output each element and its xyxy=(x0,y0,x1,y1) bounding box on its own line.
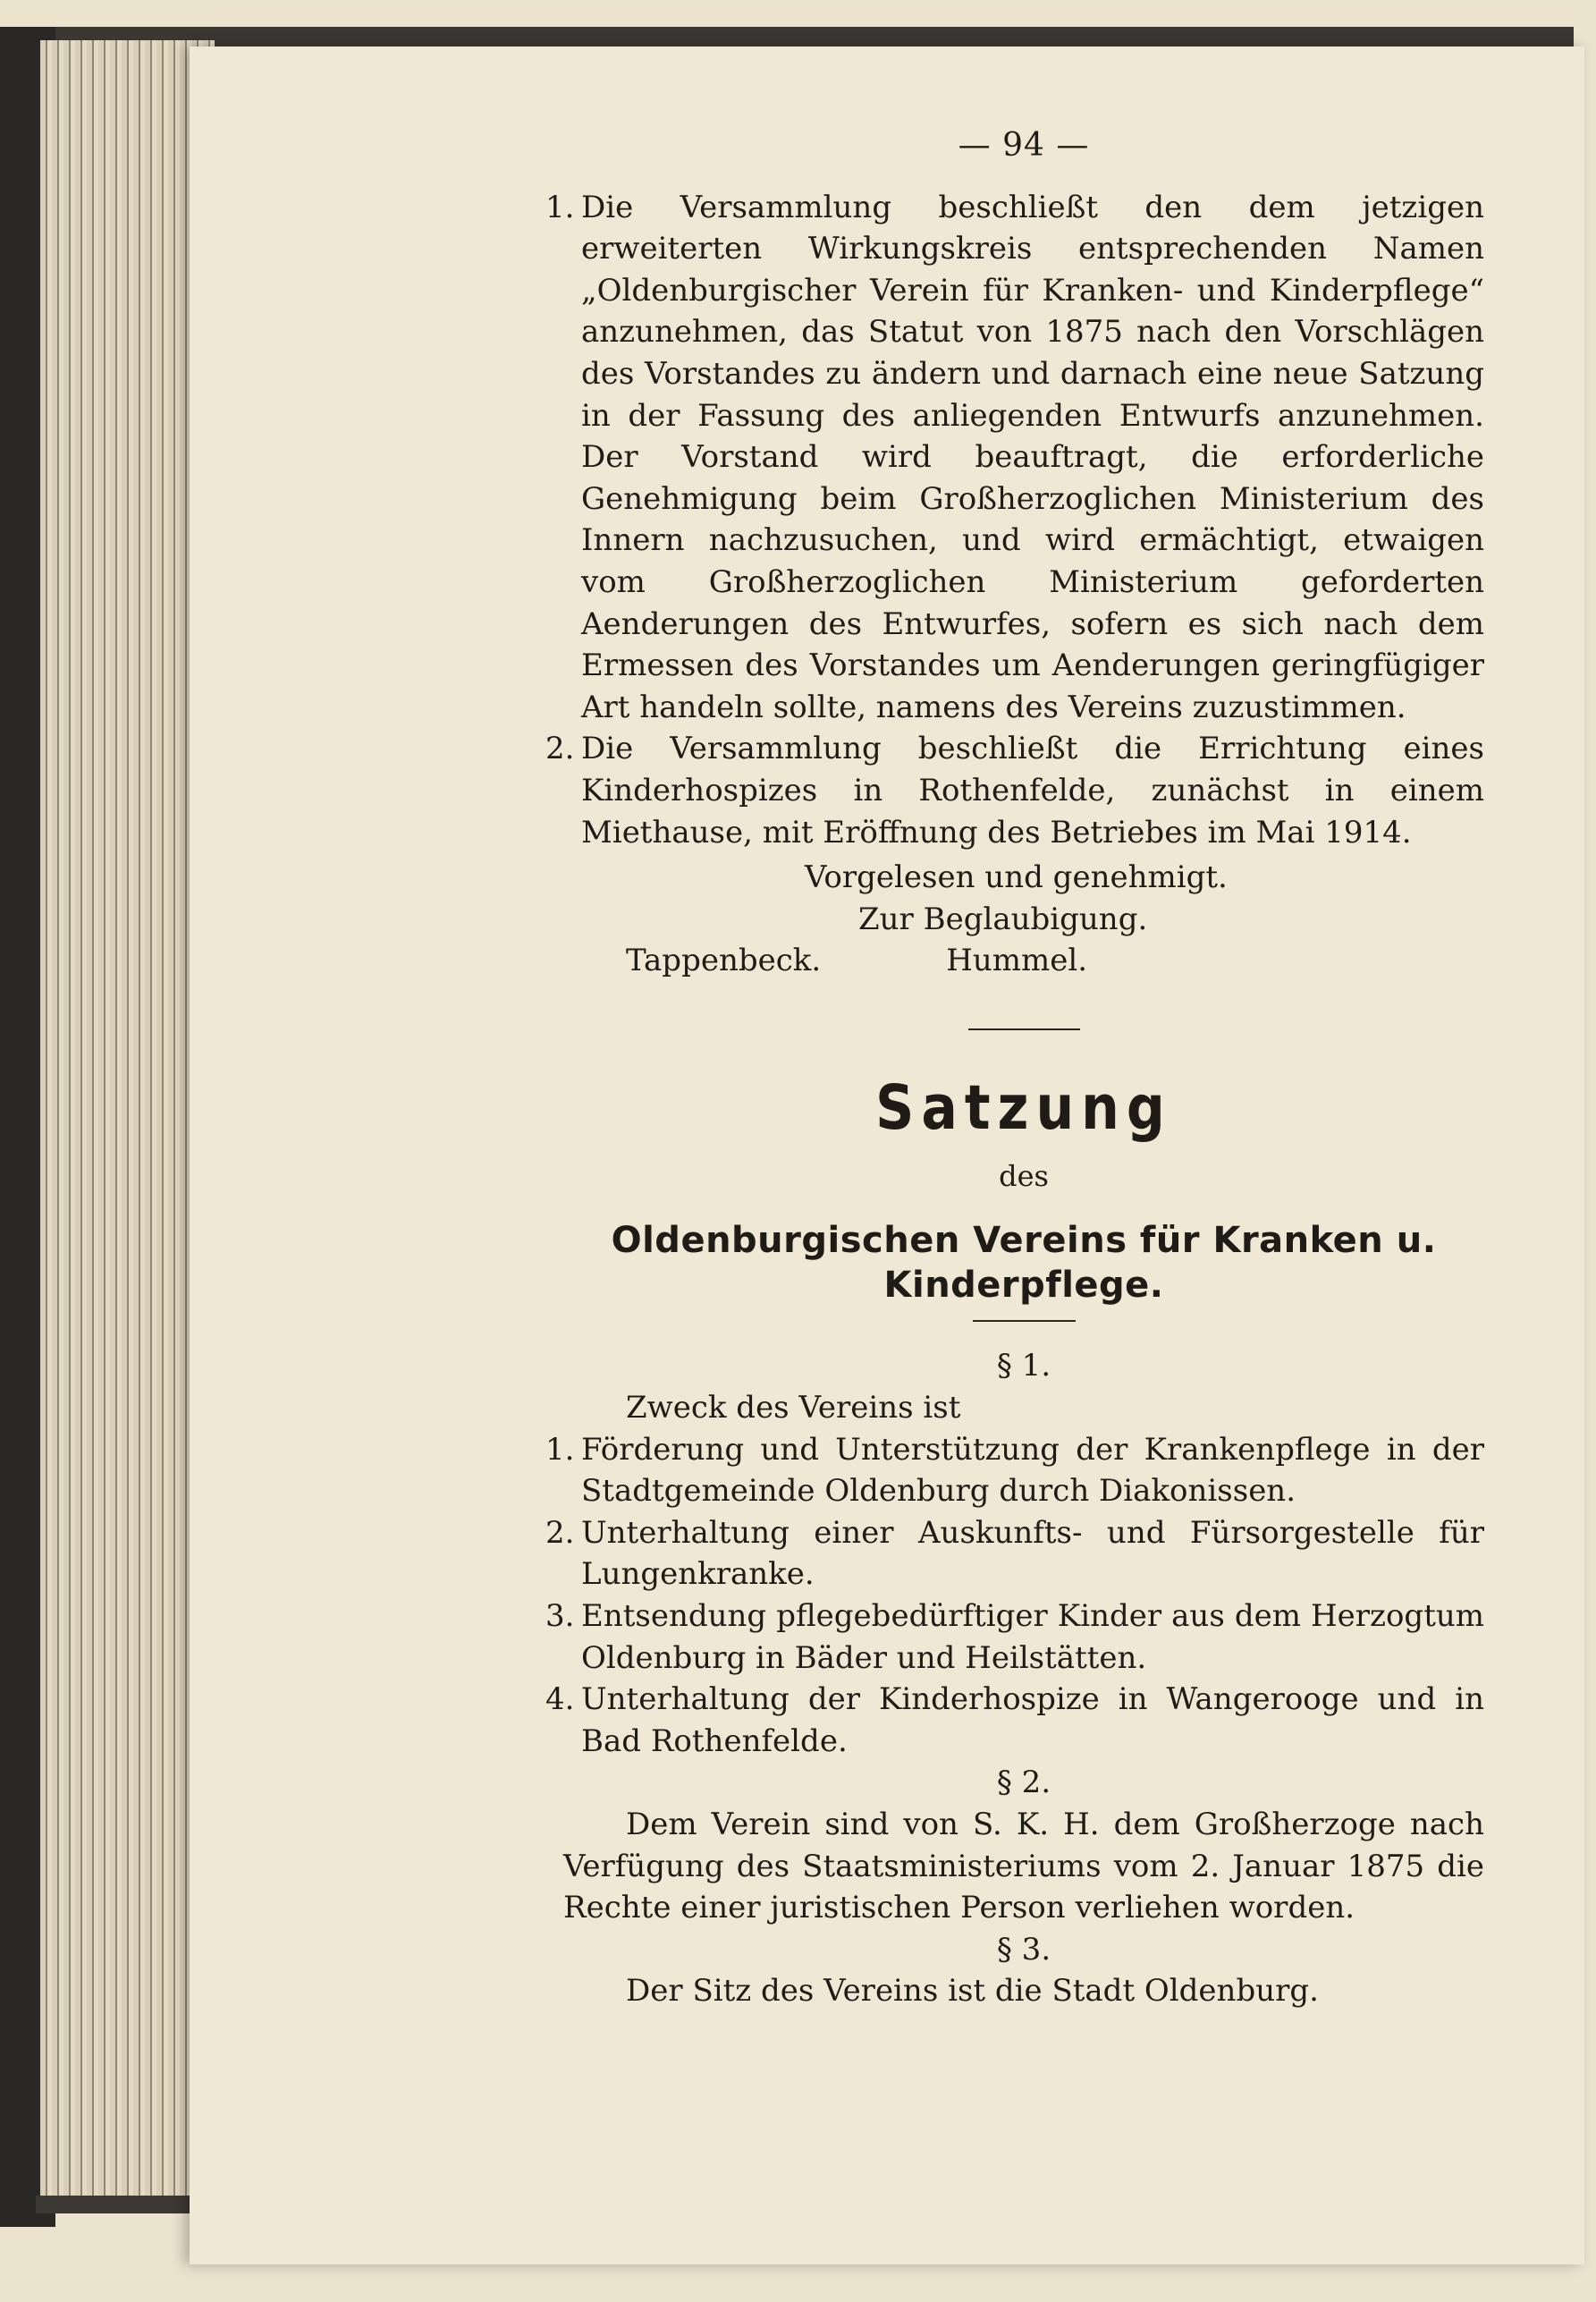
statute-title: Satzung xyxy=(875,1071,1172,1145)
section-3-text: Der Sitz des Vereins ist die Stadt Oldenburg. xyxy=(626,1973,1319,2010)
section-1-intro: Zweck des Vereins ist xyxy=(626,1390,961,1426)
item-number: 4. xyxy=(545,1681,575,1718)
resolution-item xyxy=(545,728,1484,853)
item-text: Förderung und Unterstützung der Krankenpflege in der Stadtgemeinde Oldenburg durch Diakonissen. xyxy=(581,1431,1484,1510)
section-2-text: Dem Verein sind von S. K. H. dem Großherzoge nach Verfügung des Staatsministeriums vom 2. Januar 1875 die Rechte einer juristischen Person verliehen worden. xyxy=(563,1807,1484,1926)
list-item xyxy=(545,1595,1484,1679)
book-cover-top-edge xyxy=(36,27,1574,47)
text-block xyxy=(545,125,1484,2012)
page-number: — 94 — xyxy=(958,127,1090,164)
divider xyxy=(973,1320,1076,1322)
attestation-line: Zur Beglaubigung. xyxy=(858,901,1148,937)
signer-tappenbeck: Tappenbeck. xyxy=(626,943,822,979)
statute-des: des xyxy=(999,1158,1049,1193)
section-heading-1: § 1. xyxy=(996,1348,1051,1384)
purpose-list xyxy=(545,1429,1484,1763)
item-text: Unterhaltung einer Auskunfts- und Fürsorgestelle für Lungenkranke. xyxy=(581,1514,1484,1593)
item-text: Die Versammlung beschließt die Errichtung eines Kinderhospizes in Rothenfelde, zunächst in einem Miethause, mit Eröffnung des Betriebes im Mai 1914. xyxy=(581,731,1484,851)
list-item xyxy=(545,1429,1484,1512)
list-item xyxy=(545,1512,1484,1595)
list-item xyxy=(545,1679,1484,1762)
item-text: Die Versammlung beschließt den dem jetzigen erweiterten Wirkungskreis entsprechenden Namen „Oldenburgischer Verein für Kranken- und Kinderpflege“ anzunehmen, das Statut von 1875 nach den Vorschlägen des Vorstandes zu ändern und darnach eine neue Satzung in der Fassung des anliegenden Entwurfs anzunehmen. Der Vorstand wird beauftragt, die erforderliche Genehmigung beim Großherzoglichen Ministerium des Innern nachzusuchen, und wird ermächtigt, etwaigen vom Großherzoglichen Ministerium geforderten Aenderungen des Entwurfes, sofern es sich nach dem Ermessen des Vorstandes um Aenderungen geringfügiger Art handeln sollte, namens des Vereins zuzustimmen. xyxy=(581,189,1484,725)
signer-hummel: Hummel. xyxy=(946,943,1088,979)
item-number: 3. xyxy=(545,1598,575,1635)
organization-name: Oldenburgischen Vereins für Kranken u. Kinderpflege. xyxy=(611,1220,1437,1307)
read-approved-line: Vorgelesen und genehmigt. xyxy=(805,859,1228,896)
item-number: 2. xyxy=(545,731,575,767)
signatures xyxy=(563,940,1484,982)
book-page-edges xyxy=(40,40,215,2205)
resolution-item xyxy=(545,187,1484,729)
divider xyxy=(968,1028,1080,1030)
item-text: Unterhaltung der Kinderhospize in Wangerooge und in Bad Rothenfelde. xyxy=(581,1681,1484,1759)
item-number: 1. xyxy=(545,1431,575,1468)
section-heading-3: § 3. xyxy=(996,1931,1051,1968)
section-heading-2: § 2. xyxy=(996,1765,1051,1801)
item-number: 2. xyxy=(545,1514,575,1551)
item-number: 1. xyxy=(545,189,575,225)
item-text: Entsendung pflegebedürftiger Kinder aus dem Herzogtum Oldenburg in Bäder und Heilstätten. xyxy=(581,1598,1484,1676)
